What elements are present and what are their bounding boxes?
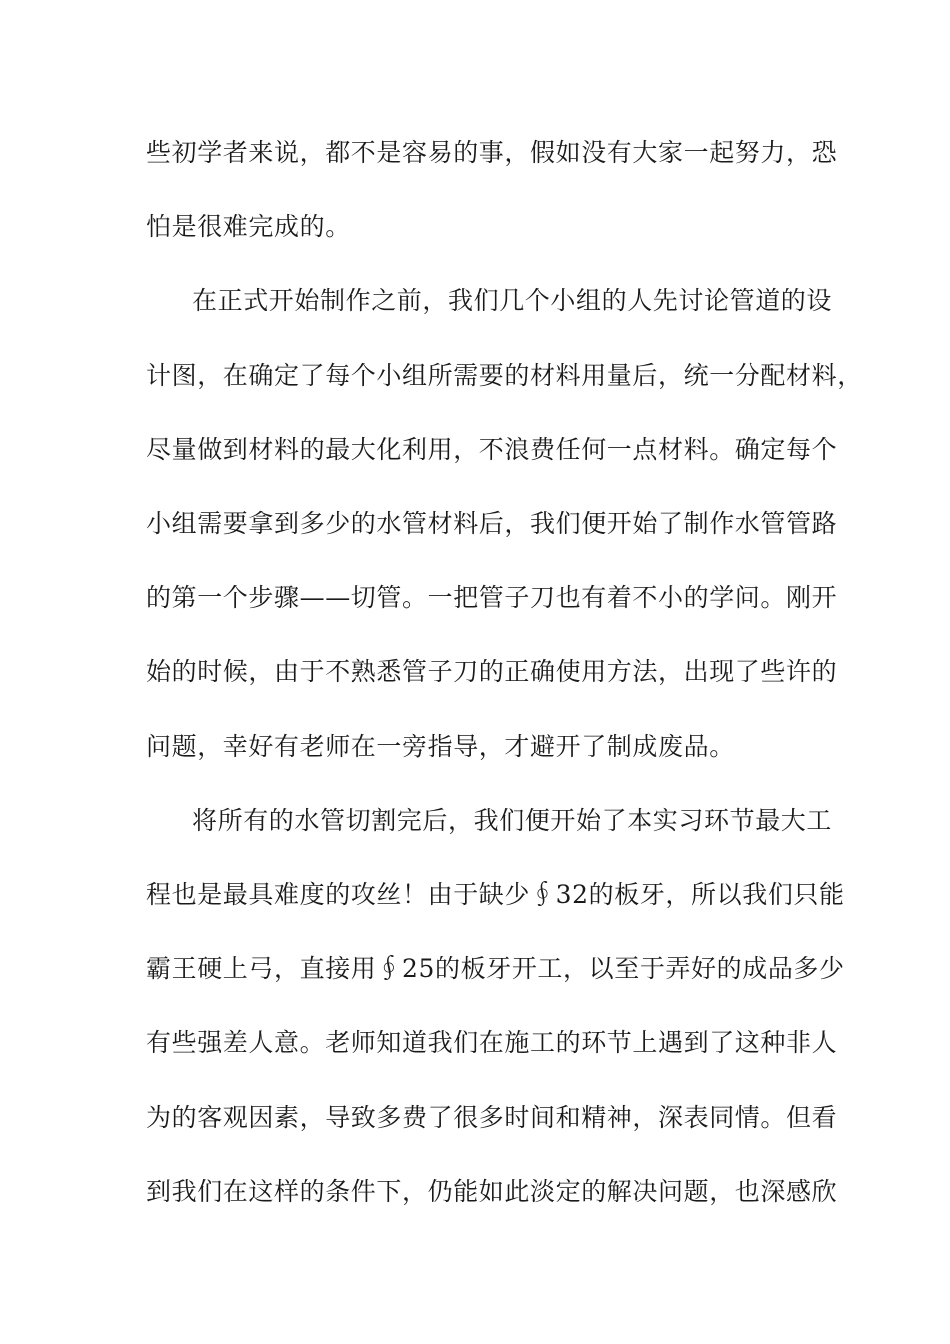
paragraph-line: 计图，在确定了每个小组所需要的材料用量后，统一分配材料， [146, 361, 863, 390]
paragraph-line: 问题，幸好有老师在一旁指导，才避开了制成废品。 [146, 732, 735, 761]
paragraph-line: 程也是最具难度的攻丝！由于缺少∮32的板牙，所以我们只能 [146, 880, 845, 909]
paragraph-line: 些初学者来说，都不是容易的事，假如没有大家一起努力，恐 [146, 138, 838, 167]
paragraph-line: 尽量做到材料的最大化利用，不浪费任何一点材料。确定每个 [146, 435, 838, 464]
paragraph-line: 有些强差人意。老师知道我们在施工的环节上遇到了这种非人 [146, 1028, 838, 1057]
paragraph-line: 到我们在这样的条件下，仍能如此淡定的解决问题，也深感欣 [146, 1177, 838, 1206]
paragraph-line: 的第一个步骤——切管。一把管子刀也有着不小的学问。刚开 [146, 583, 838, 612]
paragraph-line: 怕是很难完成的。 [146, 212, 351, 241]
paragraph-line: 始的时候，由于不熟悉管子刀的正确使用方法，出现了些许的 [146, 657, 838, 686]
paragraph-line: 小组需要拿到多少的水管材料后，我们便开始了制作水管管路 [146, 509, 838, 538]
paragraph-line: 将所有的水管切割完后，我们便开始了本实习环节最大工 [192, 806, 833, 835]
paragraph-line: 为的客观因素，导致多费了很多时间和精神，深表同情。但看 [146, 1103, 838, 1132]
paragraph-line: 霸王硬上弓，直接用∮25的板牙开工，以至于弄好的成品多少 [146, 954, 845, 983]
paragraph-line: 在正式开始制作之前，我们几个小组的人先讨论管道的设 [192, 286, 833, 315]
